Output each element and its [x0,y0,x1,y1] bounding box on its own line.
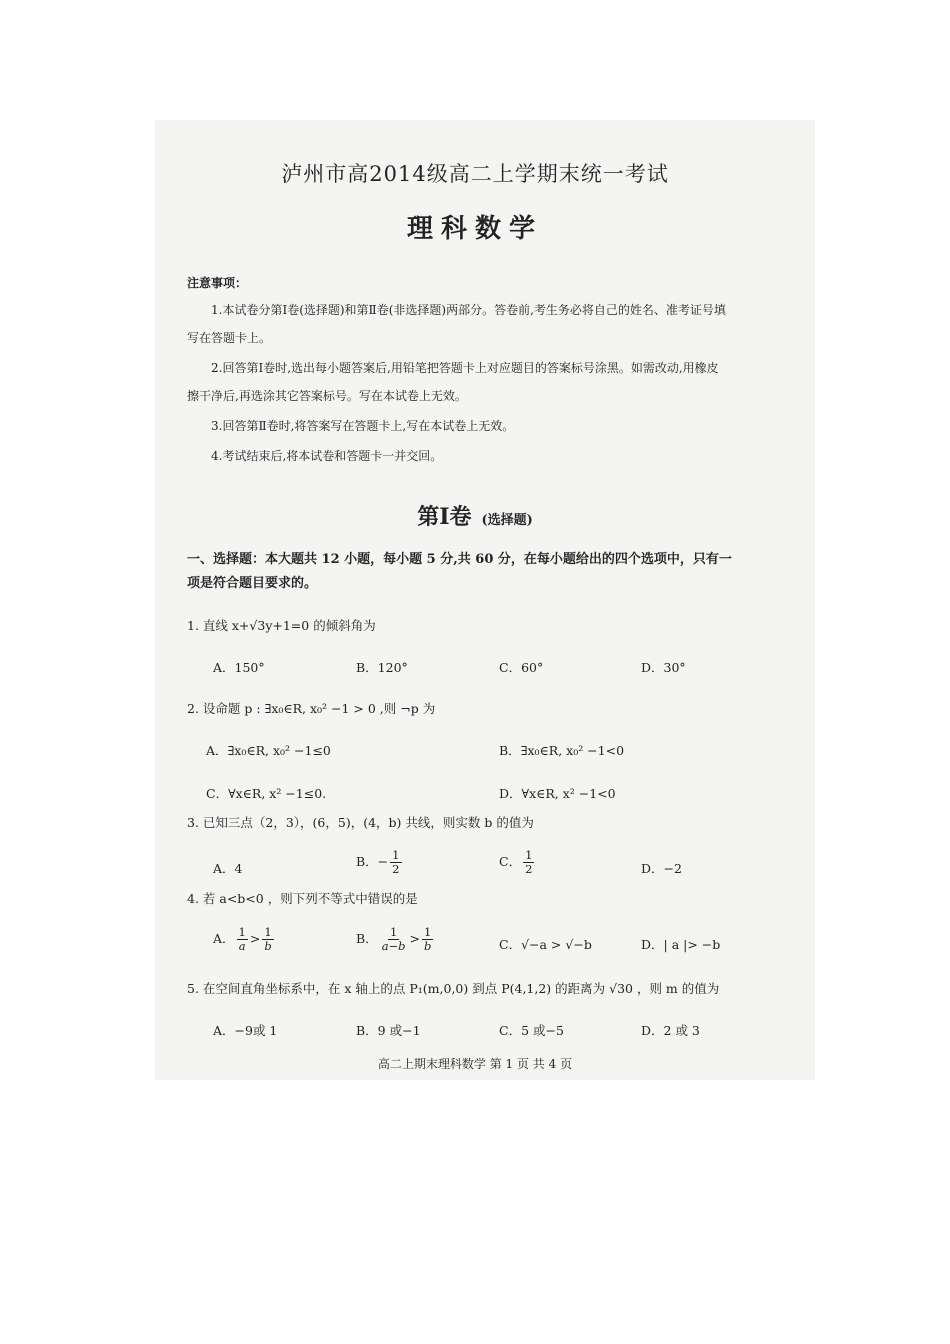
question-1-option-a: A．150° [213,660,265,675]
question-5-stem: 5. 在空间直角坐标系中，在 x 轴上的点 P₁(m,0,0) 到点 P(4,1,2) 的距离为 √30 ，则 m 的值为 [187,981,720,996]
notice-heading: 注意事项： [187,276,248,290]
question-5-option-d: D．2 或 3 [641,1023,700,1038]
question-4-option-c: C．√−a > √−b [499,937,592,952]
question-1-stem: 1. 直线 x+√3y+1=0 的倾斜角为 [187,618,376,633]
fraction: $\frac{1}{b}$ [264,925,272,953]
exam-title: 泸州市高2014级高二上学期末统一考试 [281,162,669,186]
notice-item-2-cont: 擦干净后,再选涂其它答案标号。写在本试卷上无效。 [187,389,467,403]
question-2-option-a: A．∃x₀∈R, x₀² −1≤0 [206,743,331,758]
question-1-option-d: D．30° [641,660,686,675]
notice-item-4: 4.考试结束后,将本试卷和答题卡一并交回。 [211,449,443,463]
part-one-line-2: 项是符合题目要求的。 [187,576,318,591]
fraction: $\frac{1}{a}$ [238,925,246,953]
subject-title: 理科数学 [406,214,543,244]
fraction: $\frac{1}{2}$ [392,848,400,876]
question-4-option-b: B． $\frac{1}{a-b}$ > $\frac{1}{b}$ [356,925,432,953]
question-5-option-a: A．−9或 1 [213,1023,278,1038]
question-2-option-b: B．∃x₀∈R, x₀² −1<0 [499,743,625,758]
question-4-stem: 4. 若 a<b<0 ，则下列不等式中错误的是 [187,891,418,906]
notice-item-3: 3.回答第Ⅱ卷时,将答案写在答题卡上,写在本试卷上无效。 [211,419,515,433]
page-footer: 高二上期末理科数学 第 1 页 共 4 页 [377,1057,573,1071]
question-3-stem: 3. 已知三点（2，3），(6，5)，(4，b) 共线，则实数 b 的值为 [187,815,534,830]
part-one-heading [187,548,807,596]
question-2-stem: 2. 设命题 p : ∃x₀∈R, x₀² −1 > 0 ,则 ¬p 为 [187,701,436,716]
section-title: 第I卷 [417,504,472,530]
question-2-option-d: D．∀x∈R, x² −1<0 [499,786,616,801]
question-3-option-c: C． $\frac{1}{2}$ [499,848,533,876]
section-subtitle: (选择题) [481,513,533,528]
notice-item-1-cont: 写在答题卡上。 [187,331,272,345]
fraction: $\frac{1}{b}$ [424,925,432,953]
question-2-option-c: C．∀x∈R, x² −1≤0. [206,786,327,801]
question-1-option-b: B．120° [356,660,408,675]
notice-item-2: 2.回答第Ⅰ卷时,选出每小题答案后,用铅笔把答题卡上对应题目的答案标号涂黑。如需改动,用橡皮 [211,361,719,375]
question-3-option-d: D．−2 [641,861,682,876]
fraction: $\frac{1}{2}$ [525,848,533,876]
part-one-line-1: 一、选择题：本大题共 12 小题，每小题 5 分,共 60 分，在每小题给出的四个选项中，只有一 [187,552,732,567]
fraction: $\frac{1}{a-b}$ [381,925,406,953]
question-3-option-b: B．− $\frac{1}{2}$ [356,848,400,876]
question-4-option-d: D．| a |> −b [641,937,721,952]
question-3-option-a: A．4 [213,861,243,876]
section-heading [0,500,950,531]
question-4-option-a: A． $\frac{1}{a}$ > $\frac{1}{b}$ [213,925,272,953]
notice-item-1: 1.本试卷分第Ⅰ卷(选择题)和第Ⅱ卷(非选择题)两部分。答卷前,考生务必将自己的姓名、准考证号填 [211,303,726,317]
question-5-option-c: C．5 或−5 [499,1023,564,1038]
question-1-option-c: C．60° [499,660,544,675]
question-5-option-b: B．9 或−1 [356,1023,421,1038]
